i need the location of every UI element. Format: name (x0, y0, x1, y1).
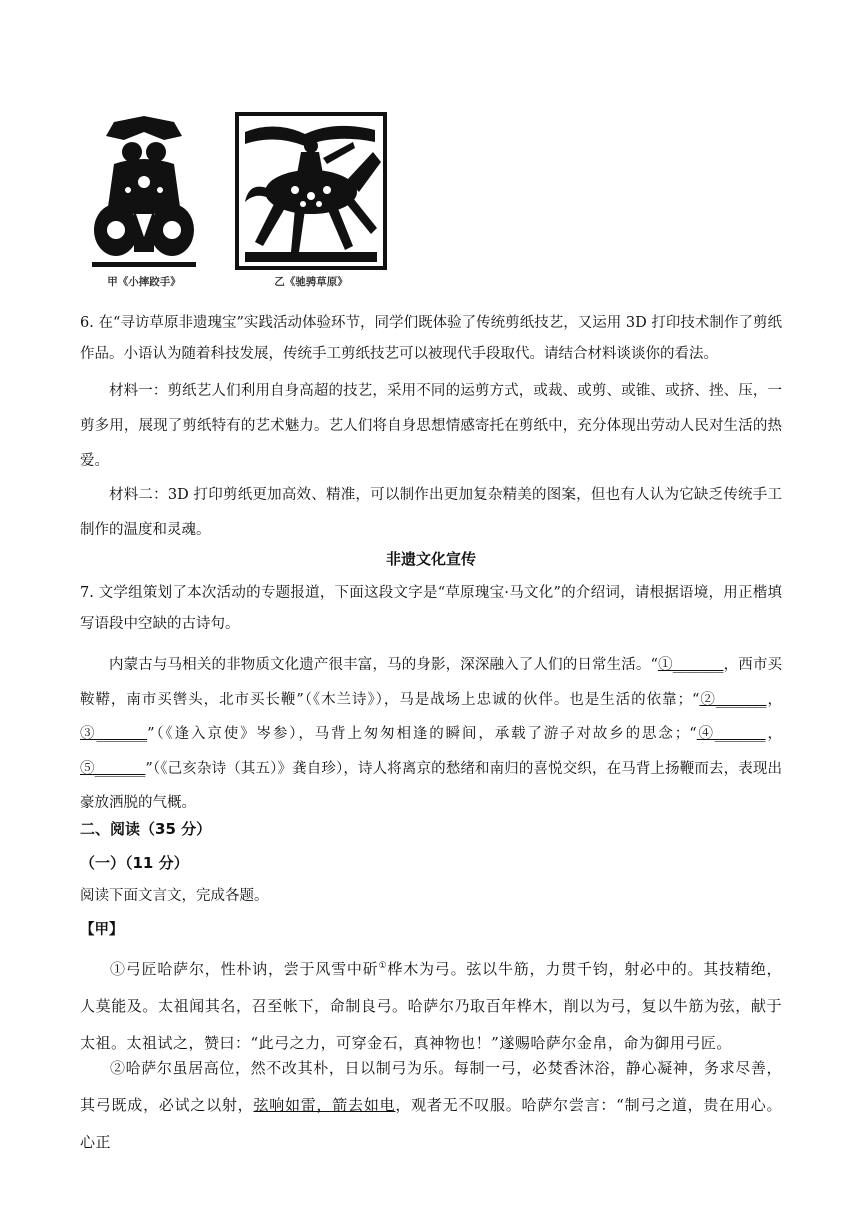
underlined-phrase: 弦响如雷，箭去如电 (253, 1096, 396, 1114)
material-1-text: 材料一：剪纸艺人们利用自身高超的技艺，采用不同的运剪方式，或裁、或剪、或锥、或挤、挫、压，一剪多用，展现了剪纸特有的艺术魅力。艺人们将自身思想情感寄托在剪纸中，充分体现出劳动人民对生活的热爱。 (80, 383, 782, 469)
question-7-stem: 7. 文学组策划了本次活动的专题报道，下面这段文字是“草原瑰宝·马文化”的介绍词，请根据语境，用正楷填写语段中空缺的古诗句。 (80, 585, 782, 632)
classical-p1-part-b: 桦木为弓。弦以牛筋，力贯千钧，射必中的。其技精绝，人莫能及。太祖闻其名，召至帐下，命制良弓。哈萨尔乃取百年桦木，削以为弓，复以牛筋为弦，献于太祖。太祖试之，赞曰：“此弓之力，可穿金石，真神物也！”遂赐哈萨尔金帛，命为御用弓匠。 (80, 960, 782, 1052)
material-2-text: 材料二：3D 打印剪纸更加高效、精准，可以制作出更加复杂精美的图案，但也有人认为它缺乏传统手工制作的温度和灵魂。 (80, 487, 782, 538)
blank-2: ②_______ (699, 691, 767, 708)
classical-p1-part-a: ①弓匠哈萨尔，性朴讷，尝于风雪中斫 (110, 960, 379, 978)
material-2 (80, 478, 782, 548)
blank-4: ④_______ (696, 726, 766, 742)
poem-text-6: ”（《己亥杂诗（其五）》龚自珍），诗人将离京的愁绪和南归的喜悦交织，在马背上扬鞭而去，表现出豪放洒脱的气概。 (80, 760, 783, 811)
footnote-marker: ① (378, 961, 388, 971)
poem-text-5: ， (765, 726, 783, 742)
papercut-wrestler-image (84, 112, 204, 270)
classical-p2-part-a: ②哈萨尔虽居高位，然不改其朴，日以制弓为乐。每制一弓，必焚香沐浴，静心凝神，务求尽善，其弓既成，必试之以射， (80, 1059, 782, 1114)
reading-instruction: 阅读下面文言文，完成各题。 (80, 888, 269, 904)
section-title: 非遗文化宣传 (385, 550, 476, 568)
question-6 (80, 308, 782, 370)
blank-5: ⑤_______ (80, 760, 146, 777)
classical-paragraph-1 (80, 948, 782, 1062)
question-7 (80, 578, 782, 640)
part-2-heading: 二、阅读（35 分） (80, 820, 212, 838)
poem-text-4: ”（《逢入京使》岑参），马背上匆匆相逢的瞬间，承载了游子对故乡的思念；“ (147, 726, 697, 742)
classical-paragraph-1-text (80, 948, 782, 1062)
material-1 (80, 374, 782, 479)
classical-paragraph-2 (80, 1050, 782, 1161)
poem-fill-text (80, 648, 782, 821)
passage-jia-label: 【甲】 (80, 922, 124, 938)
figure-a-caption: 甲《小摔跤手》 (107, 276, 181, 288)
blank-3: ③_______ (80, 726, 148, 742)
papercut-figures (80, 112, 420, 297)
poem-fill-paragraph (80, 648, 782, 821)
figure-galloping-grassland (235, 112, 387, 289)
question-6-stem: 6. 在“寻访草原非遗瑰宝”实践活动体验环节，同学们既体验了传统剪纸技艺，又运用 3D 打印技术制作了剪纸作品。小语认为随着科技发展，传统手工剪纸技艺可以被现代手段取代。请结合材料谈谈你的看法。 (80, 315, 782, 362)
subsection-1-heading: （一）（11 分） (80, 854, 189, 872)
poem-text-2: ，西市买鞍鞯，南市买辔头，北市买长鞭”（《木兰诗》），马是战场上忠诚的伙伴。也是生活的依靠；“ (80, 657, 783, 708)
poem-text-1: 内蒙古与马相关的非物质文化遗产很丰富，马的身影，深深融入了人们的日常生活。“ (109, 657, 658, 673)
classical-paragraph-2-text (80, 1050, 782, 1161)
poem-text-3: ， (766, 691, 783, 708)
classical-p2-part-b: ，观者无不叹服。哈萨尔尝言：“制弓之道，贵在用心。心正 (80, 1096, 782, 1151)
blank-1: ①_______ (657, 657, 724, 673)
papercut-horse-image (235, 112, 387, 270)
figure-little-wrestler (84, 112, 204, 289)
figure-b-caption: 乙《驰骋草原》 (274, 276, 348, 288)
